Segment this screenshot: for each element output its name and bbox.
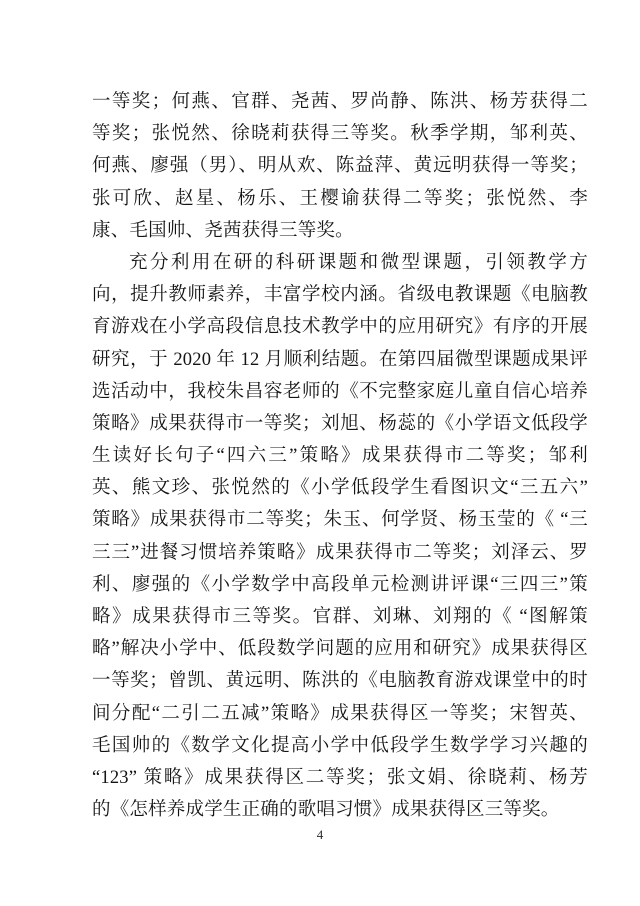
text-line: 策略》成果获得市二等奖；朱玉、何学贤、杨玉莹的《 “三 bbox=[92, 510, 588, 531]
text-line: 向，提升教师素养，丰富学校内涵。省级电教课题《电脑教 bbox=[92, 285, 588, 306]
text-line: 间分配“二引二五减”策略》成果获得区一等奖；宋智英、 bbox=[92, 703, 588, 724]
text-line: 英、熊文珍、张悦然的《小学低段学生看图识文“三五六” bbox=[92, 478, 588, 499]
text-line: “123” 策略》成果获得区二等奖；张文娟、徐晓莉、杨芳 bbox=[92, 767, 588, 788]
text-line: 何燕、廖强（男）、明从欢、陈益萍、黄远明获得一等奖； bbox=[92, 156, 588, 177]
text-line: 的《怎样养成学生正确的歌唱习惯》成果获得区三等奖。 bbox=[92, 800, 560, 821]
text-line: 利、廖强的《小学数学中高段单元检测讲评课“三四三”策 bbox=[92, 574, 588, 595]
text-line: 充分利用在研的科研课题和微型课题，引领教学方 bbox=[129, 252, 588, 273]
text-line: 略》成果获得市三等奖。官群、刘琳、刘翔的《 “图解策 bbox=[92, 607, 588, 627]
paragraph-research-topics bbox=[92, 247, 588, 826]
text-block bbox=[92, 86, 588, 826]
text-line: 一等奖；何燕、官群、尧茜、罗尚静、陈洪、杨芳获得二 bbox=[92, 92, 588, 112]
paragraph-awards-continuation bbox=[92, 86, 588, 247]
text-line: 康、毛国帅、尧茜获得三等奖。 bbox=[92, 220, 354, 241]
text-line: 育游戏在小学高段信息技术教学中的应用研究》有序的开展 bbox=[92, 317, 588, 338]
page-number: 4 bbox=[316, 827, 324, 842]
text-line: 张可欣、赵星、杨乐、王樱谕获得二等奖；张悦然、李 bbox=[92, 188, 588, 209]
text-line: 研究，于 2020 年 12 月顺利结题。在第四届微型课题成果评 bbox=[92, 349, 588, 370]
text-line: 略”解决小学中、低段数学问题的应用和研究》成果获得区 bbox=[92, 639, 588, 660]
text-line: 毛国帅的《数学文化提高小学中低段学生数学学习兴趣的 bbox=[92, 735, 588, 756]
text-line: 生读好长句子“四六三”策略》成果获得市二等奖；邹利 bbox=[92, 446, 588, 467]
text-line: 等奖；张悦然、徐晓莉获得三等奖。秋季学期，邹利英、 bbox=[92, 124, 588, 145]
text-line: 选活动中，我校朱昌容老师的《不完整家庭儿童自信心培养 bbox=[92, 381, 588, 402]
text-line: 策略》成果获得市一等奖；刘旭、杨蕊的《小学语文低段学 bbox=[92, 413, 588, 434]
text-line: 三三”进餐习惯培养策略》成果获得市二等奖；刘泽云、罗 bbox=[92, 542, 588, 563]
text-line: 一等奖；曾凯、黄远明、陈洪的《电脑教育游戏课堂中的时 bbox=[92, 671, 588, 692]
